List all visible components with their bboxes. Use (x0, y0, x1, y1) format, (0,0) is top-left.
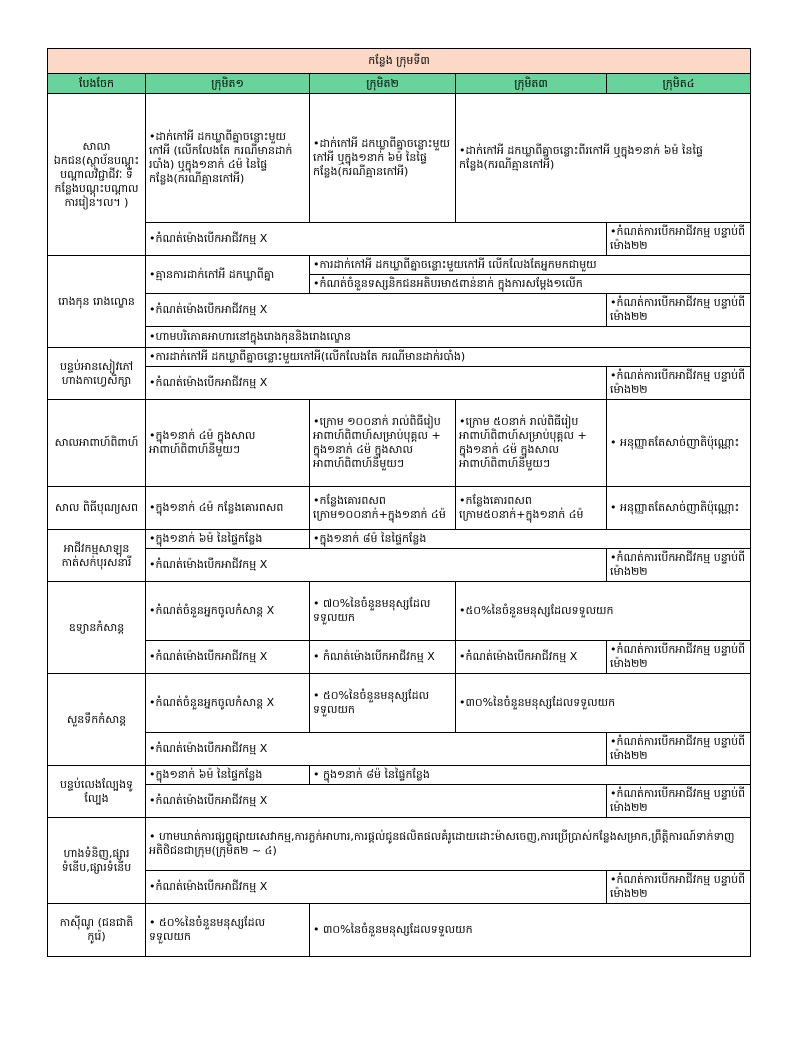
rule-cell: •ហាមបរិភោគអាហារនៅក្នុងរោងកុននិងរោងល្ខោន (146, 327, 751, 348)
rule-cell: •កំណត់ចំនួនអ្នកចូលកំសាន្ត X (146, 674, 310, 733)
category-cell: បន្ទប់អានសៀវភៅ ហាងកាហ្វេសិក្សា (48, 348, 146, 400)
header-level-4: ក្រុមិត៤ (607, 74, 751, 94)
rule-cell: •កំណត់ម៉ោងបើកអាជីវកម្ម X (146, 871, 607, 904)
rule-cell: •កំណត់ការបើកអាជីវកម្ម បន្ទាប់ពីម៉ោង២២ (607, 367, 751, 400)
table-row (48, 733, 751, 766)
rule-cell: • ៥០%នៃចំនួនមនុស្សដែលទទួលយក (146, 904, 310, 957)
category-cell: អាជីវកម្មសាឡុន កាត់សក់បុរសនារី (48, 530, 146, 582)
rule-cell: •កន្លែងគោរពសព ក្រោម៥០នាក់+ក្នុង១នាក់ ៤ម៉ (456, 487, 607, 530)
rule-cell: •ក្នុង១នាក់ ៦ម៉ នៃផ្ទៃកន្លែង (146, 766, 310, 785)
category-cell: ហាងទំនិញ,ផ្សារទំនើប,ផ្សារទំនើប (48, 818, 146, 904)
table-row (48, 327, 751, 348)
category-cell: សាលាឯកជន(ស្ថាប័នបណ្តុះបណ្តាលវិជ្ជាជីវៈ ទីកន្លែងបណ្តុះបណ្តាលការរៀន។ល។ ) (48, 94, 146, 256)
header-level-1: ក្រុមិត១ (146, 74, 310, 94)
rule-cell: •កំណត់ម៉ោងបើកអាជីវកម្ម X (146, 223, 607, 256)
rule-cell: •កំណត់ការបើកអាជីវកម្ម បន្ទាប់ពីម៉ោង២២ (607, 549, 751, 582)
rule-cell: •ក្រោម ៥០នាក់ រាល់ពិធីរៀបអាពាហ៍ពិពាហ៍សម្រាប់បុគ្គល + ក្នុង១នាក់ ៤ម៉ ក្នុងសាលអាពាហ៍ពិពាហ៍នីមួយៗ (456, 400, 607, 487)
header-row (48, 74, 751, 94)
rule-cell: •ក្នុង១នាក់ ៤ម៉ កន្លែងគោរពសព (146, 487, 310, 530)
rule-cell: • អនុញ្ញាតតែសាច់ញាតិប៉ុណ្ណោះ (607, 400, 751, 487)
rule-cell: •កំណត់ចំនួនទស្សនិកជនអតិបរមា៥ពាន់នាក់ ក្នុងការសម្តែង១លើក (310, 275, 751, 294)
rule-cell: •ដាក់កៅអី ដកឃ្លាពីគ្នាចន្លោះពីរកៅអី ឬក្នុង១នាក់ ៦ម៉ នៃផ្ទៃកន្លែង(ករណីគ្មានកៅអី) (456, 94, 751, 223)
category-cell: រោងកុន រោងល្ខោន (48, 256, 146, 348)
table-row (48, 487, 751, 530)
rule-cell: •កំណត់ការបើកអាជីវកម្ម បន្ទាប់ពីម៉ោង២២ (607, 785, 751, 818)
table-row (48, 256, 751, 275)
rule-cell: •កំណត់ការបើកអាជីវកម្ម បន្ទាប់ពីម៉ោង២២ (607, 223, 751, 256)
rule-cell: •ក្នុង១នាក់ ៨ម៉ នៃផ្ទៃកន្លែង (310, 530, 751, 549)
table-row (48, 582, 751, 641)
table-row (48, 674, 751, 733)
table-title: កន្លែង ក្រុមទី៣ (48, 49, 751, 74)
table-row (48, 904, 751, 957)
rule-cell: •កំណត់ម៉ោងបើកអាជីវកម្ម X (146, 641, 310, 674)
table-row (48, 94, 751, 223)
rule-cell: •ដាក់កៅអី ដកឃ្លាពីគ្នាចន្លោះមួយកៅអី ឬក្នុង១នាក់ ៦ម៉ នៃផ្ទៃកន្លែង(ករណីគ្មានកៅអី) (310, 94, 456, 223)
rule-cell: • ក្នុង១នាក់ ៨ម៉ នៃផ្ទៃកន្លែង (310, 766, 751, 785)
table-row (48, 223, 751, 256)
rule-cell: •កំណត់ចំនួនអ្នកចូលកំសាន្ត X (146, 582, 310, 641)
rule-cell: •ក្រោម ១០០នាក់ រាល់ពិធីរៀបអាពាហ៍ពិពាហ៍សម្រាប់បុគ្គល + ក្នុង១នាក់ ៤ម៉ ក្នុងសាលអាពាហ៍ពិពាហ៍នីមួយៗ (310, 400, 456, 487)
rule-cell: • ៥០%នៃចំនួនមនុស្សដែលទទួលយក (310, 674, 456, 733)
rule-cell: •ការដាក់កៅអី ដកឃ្លាពីគ្នាចន្លោះមួយកៅអី(លើកលែងតែ ករណីមានដាក់របាំង) (146, 348, 751, 367)
rule-cell: •កំណត់ម៉ោងបើកអាជីវកម្ម X (146, 294, 607, 327)
table-row (48, 348, 751, 367)
rule-cell: •កំណត់ម៉ោងបើកអាជីវកម្ម X (146, 367, 607, 400)
restriction-table (47, 48, 751, 957)
rule-cell: •កំណត់ការបើកអាជីវកម្ម បន្ទាប់ពីម៉ោង២២ (607, 871, 751, 904)
rule-cell: •ក្នុង១នាក់ ៤ម៉ ក្នុងសាលអាពាហ៍ពិពាហ៍នីមួយៗ (146, 400, 310, 487)
table-row (48, 766, 751, 785)
rule-cell: •ក្នុង១នាក់ ៦ម៉ នៃផ្ទៃកន្លែង (146, 530, 310, 549)
table-row (48, 785, 751, 818)
table-row (48, 871, 751, 904)
rule-cell: •កន្លែងគោរពសព ក្រោម១០០នាក់+ក្នុង១នាក់ ៤ម៉ (310, 487, 456, 530)
table-row (48, 530, 751, 549)
rule-cell: •កំណត់ម៉ោងបើកអាជីវកម្ម X (146, 785, 607, 818)
header-level-3: ក្រុមិត៣ (456, 74, 607, 94)
rule-cell: •ការដាក់កៅអី ដកឃ្លាពីគ្នាចន្លោះមួយកៅអី លើកលែងតែអ្នកមកជាមួយ (310, 256, 751, 275)
rule-cell: •គ្មានការដាក់កៅអី ដកឃ្លាពីគ្នា (146, 256, 310, 294)
rule-cell: •កំណត់ម៉ោងបើកអាជីវកម្ម X (146, 733, 607, 766)
category-cell: ឧទ្យានកំសាន្ត (48, 582, 146, 674)
header-category: បែងចែក (48, 74, 146, 94)
category-cell: បន្ទប់លេងល្បែងទូល្បែង (48, 766, 146, 818)
header-level-2: ក្រុមិត២ (310, 74, 456, 94)
table-row (48, 367, 751, 400)
rule-cell: • ៣០%នៃចំនួនមនុស្សដែលទទួលយក (310, 904, 751, 957)
rule-cell: •កំណត់ការបើកអាជីវកម្ម បន្ទាប់ពីម៉ោង២២ (607, 641, 751, 674)
category-cell: សួនទឹកកំសាន្ត (48, 674, 146, 766)
rule-cell: •កំណត់ម៉ោងបើកអាជីវកម្ម X (456, 641, 607, 674)
rule-cell: •៣០%នៃចំនួនមនុស្សដែលទទួលយក (456, 674, 751, 733)
title-row (48, 49, 751, 74)
category-cell: កាស៊ីណូ (ជនជាតិកូរ៉េ) (48, 904, 146, 957)
category-cell: សាល ពិធីបុណ្យសព (48, 487, 146, 530)
rule-cell: • កំណត់ម៉ោងបើកអាជីវកម្ម X (310, 641, 456, 674)
table-row (48, 549, 751, 582)
table-row (48, 818, 751, 871)
table-row (48, 294, 751, 327)
rule-cell: • អនុញ្ញាតតែសាច់ញាតិប៉ុណ្ណោះ (607, 487, 751, 530)
category-cell: សាលអាពាហ៍ពិពាហ៍ (48, 400, 146, 487)
rule-cell: • ៧០%នៃចំនួនមនុស្សដែលទទួលយក (310, 582, 456, 641)
rule-cell: •កំណត់ការបើកអាជីវកម្ម បន្ទាប់ពីម៉ោង២២ (607, 294, 751, 327)
rule-cell: •កំណត់ម៉ោងបើកអាជីវកម្ម X (146, 549, 607, 582)
rule-cell: •៥០%នៃចំនួនមនុស្សដែលទទួលយក (456, 582, 751, 641)
table-row (48, 641, 751, 674)
rule-cell: •ដាក់កៅអី ដកឃ្លាពីគ្នាចន្លោះមួយកៅអី (លើកលែងតែ ករណីមានដាក់របាំង) ឬក្នុង១នាក់ ៤ម៉ នៃផ្ទៃកន្លែង(ករណីគ្មានកៅអី) (146, 94, 310, 223)
rule-cell: •កំណត់ការបើកអាជីវកម្ម បន្ទាប់ពីម៉ោង២២ (607, 733, 751, 766)
table-row (48, 400, 751, 487)
rule-cell: • ហាមឃាត់ការផ្សព្វផ្សាយសេវាកម្ម,ការភ្លក់អាហារ,ការផ្តល់ជូនផលិតផលគំរូដោយដោះម៉ាសចេញ,ការប្រើប្រាស់កន្លែងសម្រាក,ព្រឹត្តិការណ៍ទាក់ទាញអតិថិជនជាក្រុម(ក្រុមិត២ ~ ៤) (146, 818, 751, 871)
